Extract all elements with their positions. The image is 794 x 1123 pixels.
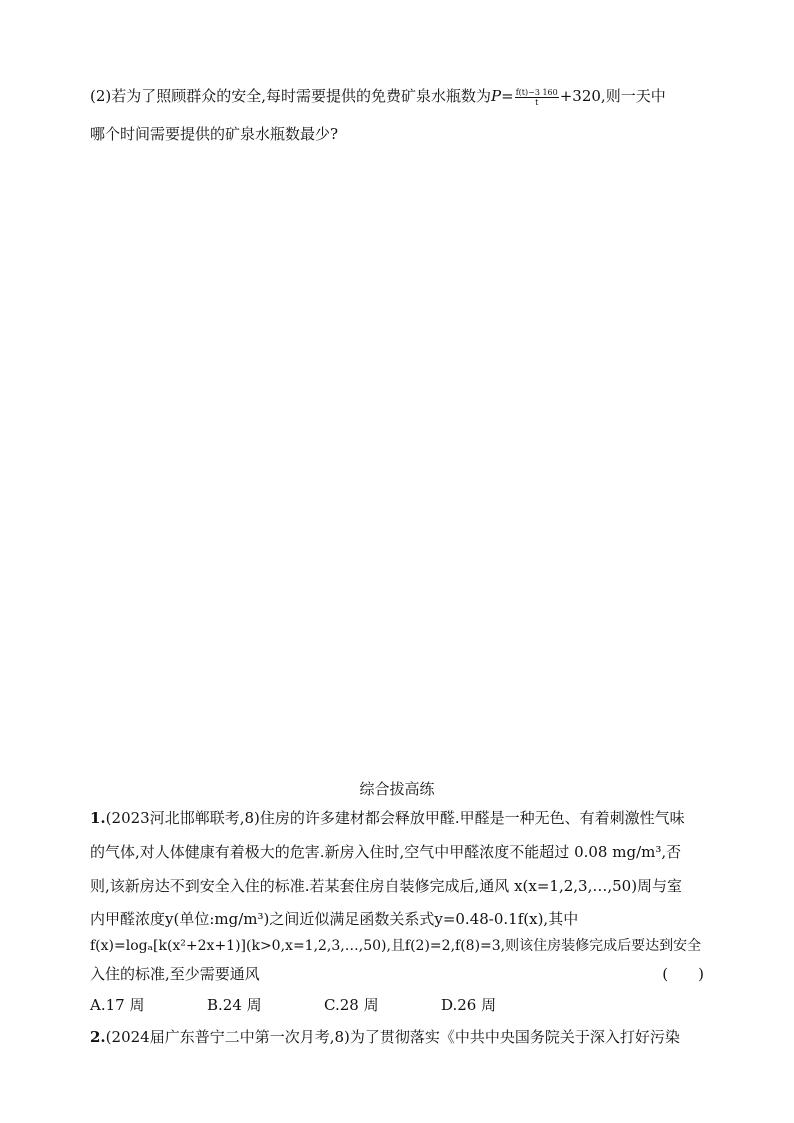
p1-text-6: 入住的标准,至少需要通风	[90, 965, 260, 983]
q2-suffix: +320,则一天中	[559, 87, 666, 105]
p1-text-1: (2023河北邯郸联考,8)住房的许多建材都会释放甲醛.甲醛是一种无色、有着刺激性气味	[105, 809, 685, 827]
p1-options	[90, 995, 558, 1015]
p2-line-1	[90, 1027, 680, 1047]
p1-line-5: f(x)=logₐ[k(x²+2x+1)](k>0,x=1,2,3,…,50),且f(2)=2,f(8)=3,则该住房装修完成后要达到安全	[90, 938, 702, 954]
p1-line-1	[90, 808, 685, 828]
q2-frac-den: t	[535, 97, 539, 107]
q2-eq: =	[501, 87, 514, 105]
section-title: 综合拔高练	[359, 780, 435, 798]
p2-text-1: (2024届广东普宁二中第一次月考,8)为了贯彻落实《中共中央国务院关于深入打好污染	[105, 1028, 680, 1046]
p1-line-4: 内甲醛浓度y(单位:mg/m³)之间近似满足函数关系式y=0.48-0.1f(x),其中	[90, 910, 579, 928]
q2-prefix: (2)若为了照顾群众的安全,每时需要提供的免费矿泉水瓶数为	[90, 87, 492, 105]
p1-number: 1.	[90, 809, 106, 827]
option-d[interactable]: D.26 周	[441, 996, 497, 1014]
q2-line-1	[90, 86, 666, 107]
option-c[interactable]: C.28 周	[324, 996, 379, 1014]
q2-var: P	[491, 87, 502, 105]
p1-line-3: 则,该新房达不到安全入住的标准.若某套住房自装修完成后,通风 x(x=1,2,3,…,50)周与室	[90, 877, 683, 895]
p2-number: 2.	[90, 1028, 106, 1046]
q2-fraction	[515, 88, 559, 107]
p1-line-6	[90, 964, 704, 984]
p1-line-2: 的气体,对人体健康有着极大的危害.新房入住时,空气中甲醛浓度不能超过 0.08 mg/m³,否	[90, 843, 682, 861]
q2-frac-num: f(t)−3 160	[515, 87, 558, 97]
option-b[interactable]: B.24 周	[207, 996, 262, 1014]
answer-paren: ( )	[662, 965, 704, 983]
q2-line-2: 哪个时间需要提供的矿泉水瓶数最少?	[90, 125, 339, 143]
option-a[interactable]: A.17 周	[90, 996, 145, 1014]
